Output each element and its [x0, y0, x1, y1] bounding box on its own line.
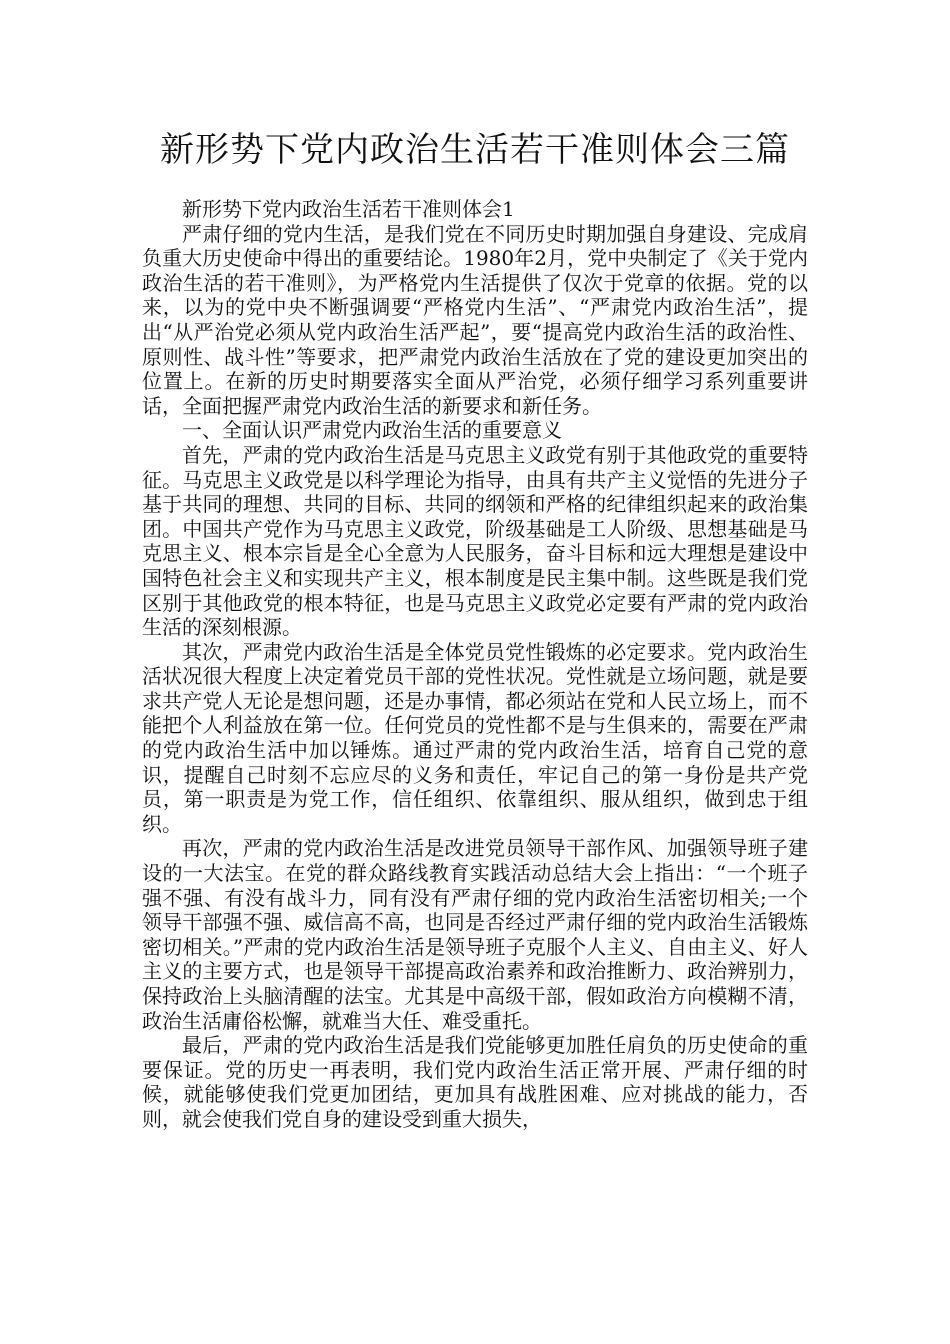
document-title: 新形势下党内政治生活若干准则体会三篇: [160, 130, 790, 170]
paragraph: 最后，严肃的党内政治生活是我们党能够更加胜任肩负的历史使命的重要保证。党的历史一再表明，我们党内政治生活正常开展、严肃仔细的时候，就能够使我们党更加团结，更加具有战胜困难、应对挑战的能力，否则，就会使我们党自身的建设受到重大损失，: [142, 1033, 808, 1131]
document-body: [142, 197, 808, 1132]
section-heading: 一、全面认识严肃党内政治生活的重要意义: [182, 418, 562, 443]
paragraph: 严肃仔细的党内生活，是我们党在不同历史时期加强自身建设、完成肩负重大历史使命中得出的重要结论。1980年2月，党中央制定了《关于党内政治生活的若干准则》，为严格党内生活提供了仅次于党章的依据。党的以来，以为的党中央不断强调要“严格党内生活”、“严肃党内政治生活”，提出“从严治党必须从党内政治生活严起”，要“提高党内政治生活的政治性、原则性、战斗性”等要求，把严肃党内政治生活放在了党的建设更加突出的位置上。在新的历史时期要落实全面从严治党，必须仔细学习系列重要讲话，全面把握严肃党内政治生活的新要求和新任务。: [142, 221, 808, 418]
paragraph: 再次，严肃的党内政治生活是改进党员领导干部作风、加强领导班子建设的一大法宝。在党的群众路线教育实践活动总结大会上指出：“一个班子强不强、有没有战斗力，同有没有严肃仔细的党内政治生活密切相关;一个领导干部强不强、威信高不高，也同是否经过严肃仔细的党内政治生活锻炼密切相关。”严肃的党内政治生活是领导班子克服个人主义、自由主义、好人主义的主要方式，也是领导干部提高政治素养和政治推断力、政治辨别力，保持政治上头脑清醒的法宝。尤其是中高级干部，假如政治方向模糊不清，政治生活庸俗松懈，就难当大任、难受重托。: [142, 836, 808, 1033]
paragraph: 首先，严肃的党内政治生活是马克思主义政党有别于其他政党的重要特征。马克思主义政党是以科学理论为指导，由具有共产主义觉悟的先进分子基于共同的理想、共同的目标、共同的纲领和严格的纪律组织起来的政治集团。中国共产党作为马克思主义政党，阶级基础是工人阶级、思想基础是马克思主义、根本宗旨是全心全意为人民服务，奋斗目标和远大理想是建设中国特色社会主义和实现共产主义，根本制度是民主集中制。这些既是我们党区别于其他政党的根本特征，也是马克思主义政党必定要有严肃的党内政治生活的深刻根源。: [142, 442, 808, 640]
section-heading: 新形势下党内政治生活若干准则体会1: [182, 197, 515, 221]
paragraph: 其次，严肃党内政治生活是全体党员党性锻炼的必定要求。党内政治生活状况很大程度上决定着党员干部的党性状况。党性就是立场问题，就是要求共产党人无论是想问题，还是办事情，都必须站在党和人民立场上，而不能把个人利益放在第一位。任何党员的党性都不是与生俱来的，需要在严肃的党内政治生活中加以锤炼。通过严肃的党内政治生活，培育自己党的意识，提醒自己时刻不忘应尽的义务和责任，牢记自己的第一身份是共产党员，第一职责是为党工作，信任组织、依靠组织、服从组织，做到忠于组织。: [142, 639, 808, 836]
